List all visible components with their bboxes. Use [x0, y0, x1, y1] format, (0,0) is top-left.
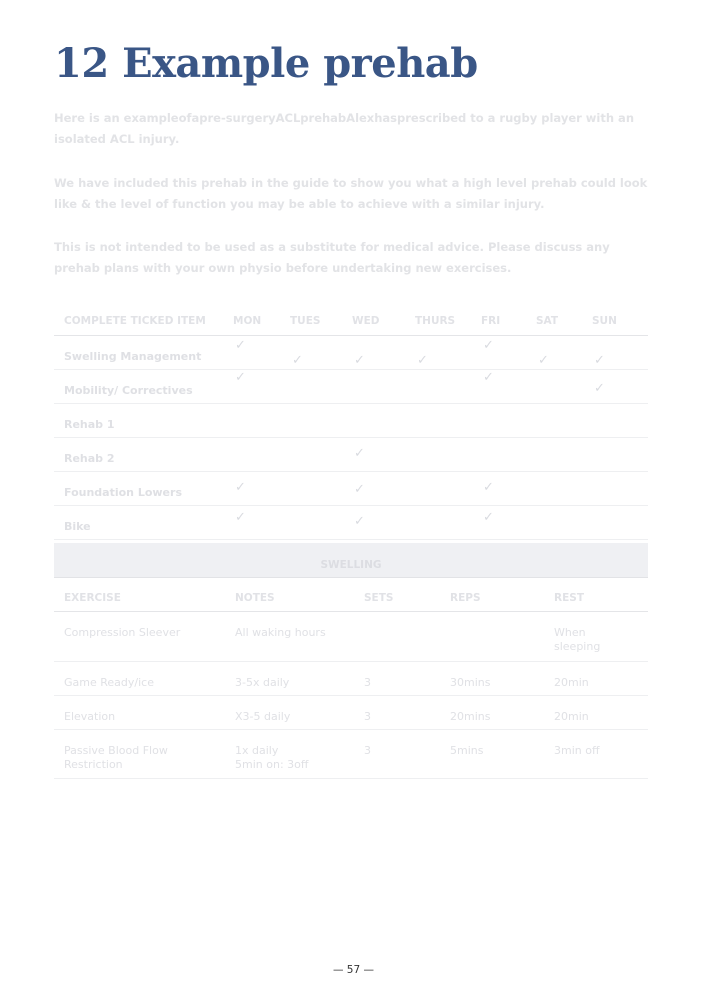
check-icon: ✓ — [483, 479, 494, 494]
swelling-cell: 30mins — [450, 676, 491, 689]
swelling-cell: X3-5 daily — [235, 710, 291, 723]
weekly-header-day: MON — [233, 315, 262, 327]
page-title: 12 Example prehab — [54, 40, 478, 87]
swelling-cell: 20min — [554, 676, 589, 689]
page-number: — 57 — — [332, 964, 375, 976]
weekly-header-item: COMPLETE TICKED ITEM — [64, 315, 206, 327]
swelling-header-cell: EXERCISE — [64, 592, 121, 604]
swelling-cell: 20min — [554, 710, 589, 723]
swelling-cell: 3-5x daily — [235, 676, 290, 689]
check-icon: ✓ — [354, 481, 365, 496]
swelling-table-row — [54, 662, 648, 696]
swelling-table-row — [54, 612, 648, 662]
swelling-cell: Compression Sleever — [64, 626, 181, 639]
swelling-header-cell: REPS — [450, 592, 481, 604]
weekly-row-label: Mobility/ Correctives — [64, 384, 193, 397]
swelling-cell: When sleeping — [554, 626, 601, 653]
check-icon: ✓ — [354, 445, 365, 460]
swelling-cell: 1x daily 5min on: 3off — [235, 744, 309, 771]
check-icon: ✓ — [235, 509, 246, 524]
swelling-header-cell: NOTES — [235, 592, 275, 604]
weekly-table-header — [54, 306, 648, 336]
check-icon: ✓ — [538, 352, 549, 367]
swelling-table-row — [54, 696, 648, 730]
swelling-table-row — [54, 730, 648, 779]
weekly-table-row — [54, 472, 648, 506]
weekly-header-day: SUN — [592, 315, 617, 327]
swelling-table-header — [54, 578, 648, 612]
swelling-table-title: SWELLING — [54, 543, 648, 578]
weekly-row-label: Rehab 2 — [64, 452, 115, 465]
weekly-row-label: Foundation Lowers — [64, 486, 182, 499]
swelling-cell: 3 — [364, 710, 371, 723]
weekly-header-day: FRI — [481, 315, 501, 327]
weekly-table-row — [54, 506, 648, 540]
swelling-cell: All waking hours — [235, 626, 326, 639]
swelling-cell: 3 — [364, 676, 371, 689]
weekly-table-row — [54, 438, 648, 472]
disclaimer-paragraph — [54, 237, 654, 279]
swelling-cell: 3 — [364, 744, 371, 757]
weekly-table-row — [54, 370, 648, 404]
swelling-cell: Game Ready/ice — [64, 676, 154, 689]
weekly-header-day: TUES — [290, 315, 321, 327]
weekly-header-day: SAT — [536, 315, 559, 327]
purpose-paragraph: We have included this prehab in the guide to show you what a high level prehab could look like & the level of function you may be able to achieve with a similar injury. — [54, 176, 648, 211]
check-icon: ✓ — [354, 513, 365, 528]
weekly-table-row — [54, 404, 648, 438]
disclaimer-text: This is not intended to be used as a substitute for medical advice. Please discuss any prehab plans with your own physio before undertaking new exercises. — [54, 240, 610, 275]
weekly-table-body — [54, 336, 648, 540]
intro-paragraph: Here is an exampleofapre-surgeryACLprehabAlexhasprescribed to a rugby player with an isolated ACL injury. — [54, 111, 635, 146]
weekly-header-day: THURS — [415, 315, 456, 327]
check-icon: ✓ — [594, 352, 605, 367]
check-icon: ✓ — [354, 352, 365, 367]
check-icon: ✓ — [483, 509, 494, 524]
weekly-row-label: Rehab 1 — [64, 418, 115, 431]
check-icon: ✓ — [594, 380, 605, 395]
check-icon: ✓ — [235, 369, 246, 384]
swelling-header-cell: SETS — [364, 592, 394, 604]
swelling-header-cell: REST — [554, 592, 584, 604]
swelling-cell: Passive Blood Flow Restriction — [64, 744, 168, 771]
check-icon: ✓ — [235, 479, 246, 494]
weekly-row-label: Bike — [64, 520, 91, 533]
check-icon: ✓ — [235, 337, 246, 352]
swelling-cell: 20mins — [450, 710, 491, 723]
weekly-row-label: Swelling Management — [64, 350, 202, 363]
swelling-cell: 5mins — [450, 744, 484, 757]
swelling-table — [54, 543, 648, 779]
check-icon: ✓ — [417, 352, 428, 367]
swelling-table-body — [54, 612, 648, 779]
weekly-checklist-table — [54, 306, 648, 540]
weekly-header-day: WED — [352, 315, 380, 327]
check-icon: ✓ — [292, 352, 303, 367]
swelling-cell: Elevation — [64, 710, 116, 723]
weekly-table-row — [54, 336, 648, 370]
swelling-cell: 3min off — [554, 744, 600, 757]
check-icon: ✓ — [483, 369, 494, 384]
check-icon: ✓ — [483, 337, 494, 352]
